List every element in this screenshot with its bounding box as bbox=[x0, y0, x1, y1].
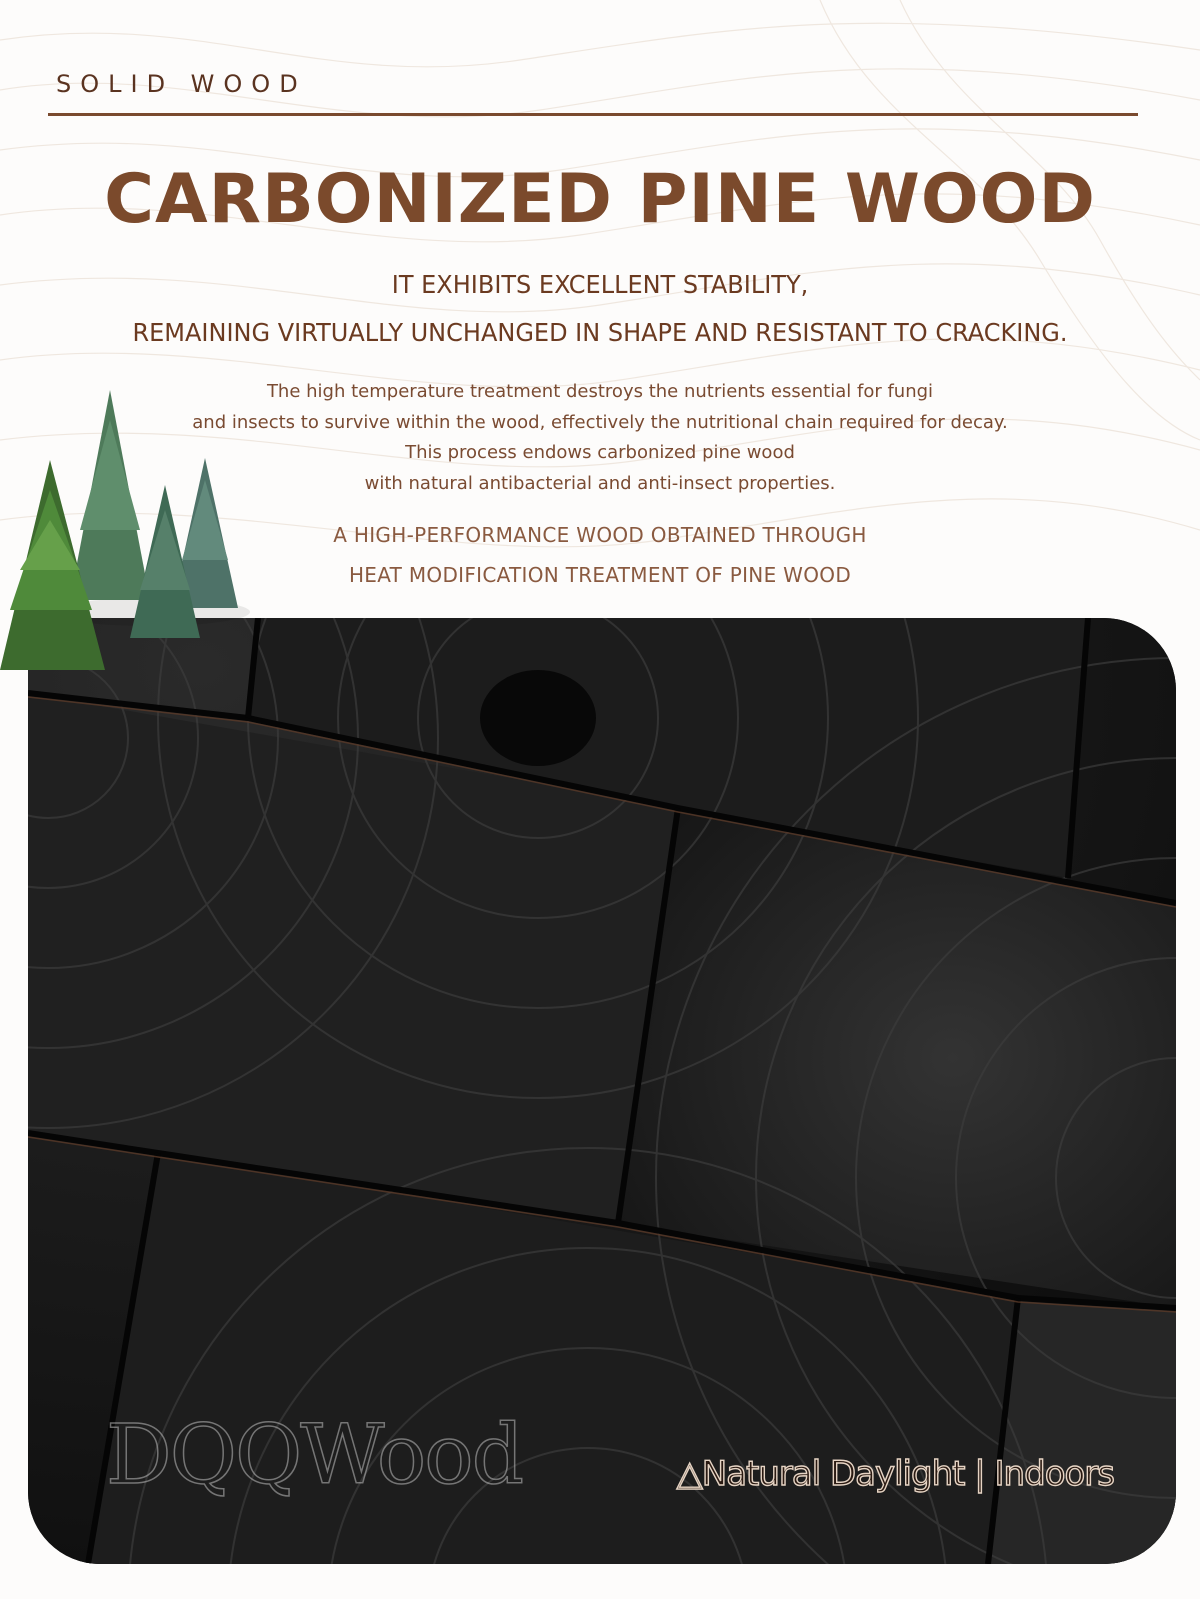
tree-back-left bbox=[70, 390, 150, 600]
category-kicker: SOLID WOOD bbox=[56, 70, 307, 98]
brand-watermark: DQQWood bbox=[106, 1408, 523, 1503]
body-line-2: and insects to survive within the wood, effectively the nutritional chain required for decay. bbox=[192, 412, 1008, 433]
divider-rule bbox=[48, 113, 1138, 116]
lighting-caption: △Natural Daylight | Indoors bbox=[676, 1454, 1114, 1494]
highlight-line-1: A HIGH-PERFORMANCE WOOD OBTAINED THROUGH bbox=[333, 523, 867, 547]
page-title: CARBONIZED PINE WOOD bbox=[104, 160, 1096, 239]
pine-trees-decoration bbox=[0, 380, 250, 690]
wood-texture-photo bbox=[28, 618, 1176, 1564]
highlight-line-2: HEAT MODIFICATION TREATMENT OF PINE WOOD bbox=[348, 563, 852, 587]
subtitle-line-2: REMAINING VIRTUALLY UNCHANGED IN SHAPE AND RESISTANT TO CRACKING. bbox=[132, 318, 1068, 347]
subtitle-line-1: IT EXHIBITS EXCELLENT STABILITY, bbox=[391, 270, 809, 299]
body-line-1: The high temperature treatment destroys the nutrients essential for fungi bbox=[266, 381, 934, 402]
body-line-4: with natural antibacterial and anti-insect properties. bbox=[364, 473, 836, 494]
body-line-3: This process endows carbonized pine wood bbox=[405, 442, 795, 463]
